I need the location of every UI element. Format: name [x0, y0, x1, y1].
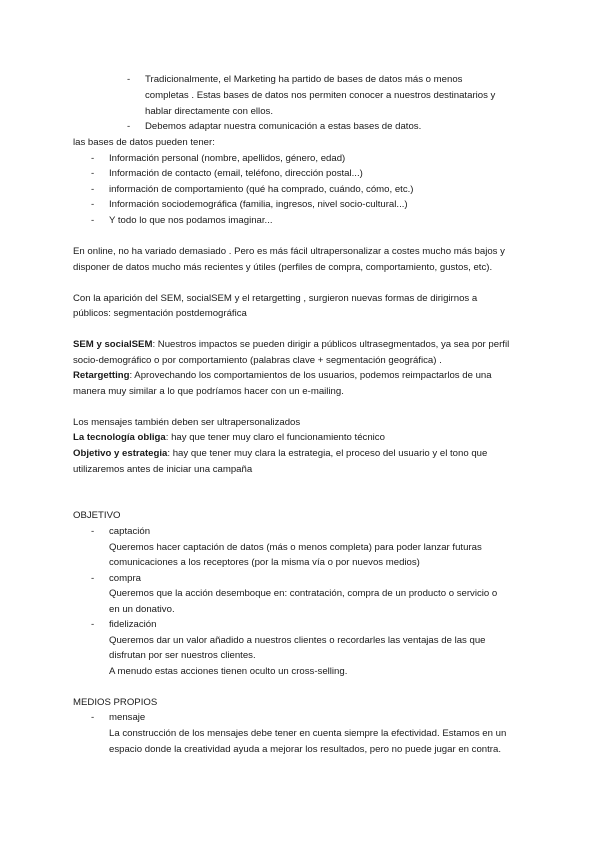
tecnologia-term: La tecnología obliga	[73, 432, 166, 443]
paragraph-line: disponer de datos mucho más recientes y útiles (perfiles de compra, comportamiento, gustos, etc).	[73, 262, 493, 273]
list-marker: -	[91, 153, 95, 164]
paragraph-line: utilizaremos antes de iniciar una campaña	[73, 464, 253, 475]
objetivo-item-title: captación	[109, 526, 151, 537]
list-item-line: completas . Estas bases de datos nos permiten conocer a nuestros destinatarios y	[145, 90, 496, 101]
objetivo-item-line: Queremos dar un valor añadido a nuestros clientes o recordarles las ventajas de las que	[109, 635, 486, 646]
medios-item-title: mensaje	[109, 712, 146, 723]
medios-item-line: espacio donde la creatividad ayuda a mejorar los resultados, pero no puede jugar en contra.	[109, 744, 501, 755]
list-marker: -	[127, 74, 131, 85]
sem-definition: SEM y socialSEM: Nuestros impactos se pueden dirigir a públicos ultrasegmentados, ya sea por perfil	[73, 339, 510, 350]
list-marker: -	[91, 199, 95, 210]
objetivo-estrategia-line: Objetivo y estrategia: hay que tener muy clara la estrategia, el proceso del usuario y el tono que	[73, 448, 488, 459]
list-marker: -	[127, 121, 131, 132]
list-marker: -	[91, 573, 95, 584]
list-marker: -	[91, 184, 95, 195]
retargetting-definition: Retargetting: Aprovechando los comportamientos de los usuarios, podemos reimpactarlos de una	[73, 370, 492, 381]
objetivo-item-line: Queremos hacer captación de datos (más o menos completa) para poder lanzar futuras	[109, 542, 482, 553]
bases-item: Y todo lo que nos podamos imaginar...	[109, 215, 273, 226]
objetivo-item-title: compra	[109, 573, 141, 584]
paragraph-line: Los mensajes también deben ser ultrapersonalizados	[73, 417, 301, 428]
paragraph-line: Con la aparición del SEM, socialSEM y el retargetting , surgieron nuevas formas de dirigirnos a	[73, 293, 478, 304]
paragraph-line: En online, no ha variado demasiado . Pero es más fácil ultrapersonalizar a costes mucho más bajos y	[73, 246, 505, 257]
objetivo-estrategia-term: Objetivo y estrategia	[73, 448, 168, 459]
objetivo-item-line: Queremos que la acción desemboque en: contratación, compra de un producto o servicio o	[109, 588, 498, 599]
list-item-line: Debemos adaptar nuestra comunicación a estas bases de datos.	[145, 121, 422, 132]
paragraph-line: públicos: segmentación postdemográfica	[73, 308, 247, 319]
bases-intro: las bases de datos pueden tener:	[73, 137, 215, 148]
list-marker: -	[91, 619, 95, 630]
bases-item: información de comportamiento (qué ha comprado, cuándo, cómo, etc.)	[109, 184, 414, 195]
bases-item: Información personal (nombre, apellidos, género, edad)	[109, 153, 346, 164]
section-heading-medios-propios: MEDIOS PROPIOS	[73, 697, 158, 708]
objetivo-item-line: A menudo estas acciones tienen oculto un cross-selling.	[109, 666, 348, 677]
objetivo-item-line: disfrutan por ser nuestros clientes.	[109, 650, 256, 661]
bases-item: Información de contacto (email, teléfono, dirección postal...)	[109, 168, 363, 179]
list-marker: -	[91, 526, 95, 537]
paragraph-line: manera muy similar a lo que podríamos hacer con un e-mailing.	[73, 386, 344, 397]
tecnologia-line: La tecnología obliga: hay que tener muy claro el funcionamiento técnico	[73, 432, 385, 443]
retargetting-term: Retargetting	[73, 370, 130, 381]
paragraph-line: socio-demográfico o por comportamiento (palabras clave + segmentación geográfica) .	[73, 355, 442, 366]
objetivo-item-line: en un donativo.	[109, 604, 175, 615]
list-marker: -	[91, 215, 95, 226]
list-marker: -	[91, 168, 95, 179]
section-heading-objetivo: OBJETIVO	[73, 510, 121, 521]
list-item-line: hablar directamente con ellos.	[145, 106, 273, 117]
list-marker: -	[91, 712, 95, 723]
objetivo-item-title: fidelización	[109, 619, 157, 630]
medios-item-line: La construcción de los mensajes debe tener en cuenta siempre la efectividad. Estamos en un	[109, 728, 507, 739]
sem-term: SEM y socialSEM	[73, 339, 153, 350]
bases-item: Información sociodemográfica (familia, ingresos, nivel socio-cultural...)	[109, 199, 408, 210]
list-item-line: Tradicionalmente, el Marketing ha partido de bases de datos más o menos	[145, 74, 463, 85]
objetivo-item-line: comunicaciones a los receptores (por la misma vía o por nuevos medios)	[109, 557, 420, 568]
